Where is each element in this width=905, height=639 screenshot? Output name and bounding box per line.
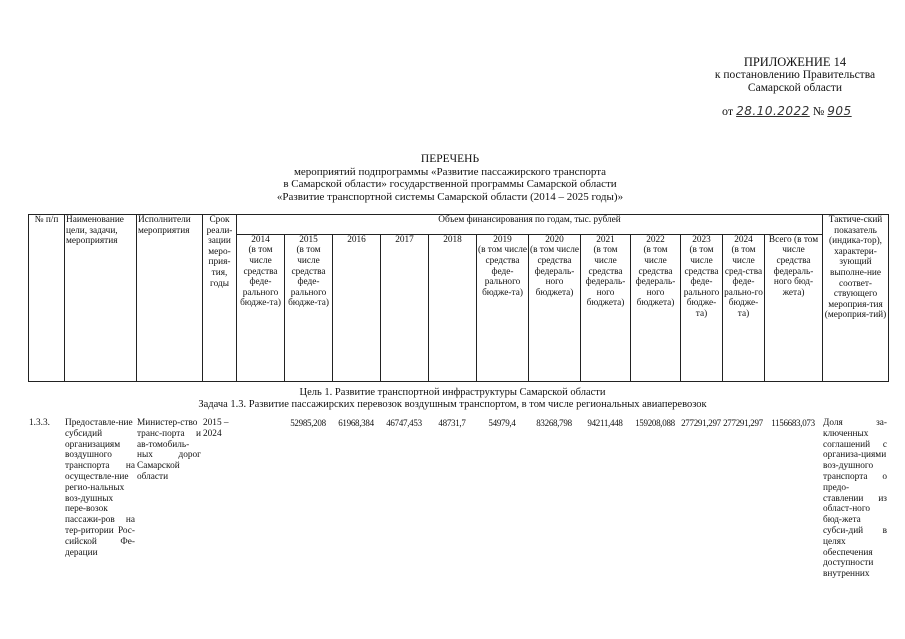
header-indicator: Тактиче-ский показатель (индика-тор), характери-зующий выполне-ние соответ-ствующего мероприя-тия (мероприя-тий) xyxy=(823,215,889,382)
header-year: 2016 xyxy=(347,234,366,245)
header-year-cell xyxy=(477,234,529,381)
row-name: Предоставле-ние субсидий организациям воздушного транспорта на осуществле-ние регио-нальных воз-душных пере-возок пассажи-ров на тер-ритории Рос-сийской Фе-дерации xyxy=(65,418,135,558)
row-value-2015: 52985,208 xyxy=(290,418,326,428)
header-name: Наименование цели, задачи, мероприятия xyxy=(65,215,137,382)
header-year-cell xyxy=(381,234,429,381)
header-year-cell xyxy=(333,234,381,381)
row-value-2020: 83268,798 xyxy=(536,418,572,428)
header-year: 2019 xyxy=(493,234,512,245)
header-year: 2022 xyxy=(646,234,665,245)
header-year: 2023 xyxy=(692,234,711,245)
header-year-cell xyxy=(285,234,333,381)
header-year-note: (в том числе сред-ства феде-рально-го бюдже-та) xyxy=(724,245,763,320)
header-year: 2021 xyxy=(596,234,615,245)
title-line: в Самарской области» государственной программы Самарской области xyxy=(283,178,617,190)
row-value-2017: 46747,453 xyxy=(386,418,422,428)
resolution-date-line xyxy=(722,104,852,119)
table-row xyxy=(28,418,888,580)
header-year-cell xyxy=(631,234,681,381)
header-total: Всего (в том числе средства федераль-ного бюд-жета) xyxy=(765,234,823,381)
appendix-heading: ПРИЛОЖЕНИЕ 14 xyxy=(743,55,847,69)
header-year-cell xyxy=(681,234,723,381)
row-value-2021: 94211,448 xyxy=(587,418,623,428)
row-value-2023: 277291,297 xyxy=(681,418,721,428)
header-year-cell xyxy=(237,234,285,381)
header-year-note: (в том числе средства феде-рального бюдже-та) xyxy=(240,245,281,309)
row-value-2016: 61968,384 xyxy=(338,418,374,428)
financing-table-body xyxy=(28,418,888,580)
header-year-note: (в том числе средства феде-рального бюдже-та) xyxy=(683,245,720,320)
financing-table-header xyxy=(28,214,889,382)
header-year-cell xyxy=(581,234,631,381)
goal-heading: Цель 1. Развитие транспортной инфраструктуры Самарской области xyxy=(299,387,606,398)
appendix-line: к постановлению Правительства xyxy=(714,69,876,81)
task-heading: Задача 1.3. Развитие пассажирских перевозок воздушным транспортом, в том числе региональных авиаперевозок xyxy=(198,399,707,410)
header-year-cell xyxy=(429,234,477,381)
row-value-2019: 54979,4 xyxy=(488,418,516,428)
header-year-note: (в том числе средства федераль-ного бюджета) xyxy=(635,245,676,309)
appendix-line: Самарской области xyxy=(747,82,843,94)
header-year-note: (в том числе средства феде-рального бюдже-та) xyxy=(478,245,527,298)
title-line: «Развитие транспортной системы Самарской области (2014 – 2025 годы)» xyxy=(276,190,624,203)
row-value-2022: 159208,088 xyxy=(635,418,675,428)
title-heading: ПЕРЕЧЕНЬ xyxy=(420,153,480,165)
row-executor: Министер-ство транс-порта и ав-томобиль-ных дорог Самарской области xyxy=(137,418,201,482)
header-year-cell xyxy=(723,234,765,381)
row-value-2024: 277291,297 xyxy=(723,418,763,428)
header-year: 2014 xyxy=(251,234,270,245)
row-value-2014 xyxy=(236,418,284,580)
header-number: № п/п xyxy=(29,215,65,382)
header-year-note: (в том числе средства федераль-ного бюджета) xyxy=(530,245,579,298)
header-executor: Исполнители мероприятия xyxy=(137,215,203,382)
header-year: 2020 xyxy=(545,234,564,245)
row-term: 2015 – 2024 xyxy=(203,418,229,439)
header-year-note: (в том числе средства феде-рального бюдже-та) xyxy=(288,245,329,309)
header-financing-volume: Объем финансирования по годам, тыс. рублей xyxy=(237,215,823,235)
row-indicator: Доля за-ключенных соглашений с организа-циями воз-душного транспорта о предо-ставлении из област-ного бюд-жета субси-дий в целях обеспечения доступности внутренних xyxy=(823,418,887,580)
header-year-cell xyxy=(529,234,581,381)
title-line: мероприятий подпрограммы «Развитие пассажирского транспорта xyxy=(293,165,607,178)
handwritten-date: 28.10.2022 xyxy=(736,104,810,118)
header-term: Срок реали-зации меро-прия-тия, годы xyxy=(203,215,237,382)
handwritten-number: 905 xyxy=(827,104,852,118)
from-label: от xyxy=(722,104,734,118)
number-label: № xyxy=(812,104,825,118)
appendix-block xyxy=(700,56,890,95)
header-year: 2015 xyxy=(299,234,318,245)
row-value-2018: 48731,7 xyxy=(438,418,466,428)
row-total: 1156683,073 xyxy=(771,418,815,428)
row-number: 1.3.3. xyxy=(29,418,50,428)
header-year: 2017 xyxy=(395,234,414,245)
header-year-note: (в том числе средства федераль-ного бюджета) xyxy=(585,245,626,309)
header-year: 2018 xyxy=(443,234,462,245)
header-year: 2024 xyxy=(734,234,753,245)
document-title xyxy=(240,153,660,203)
